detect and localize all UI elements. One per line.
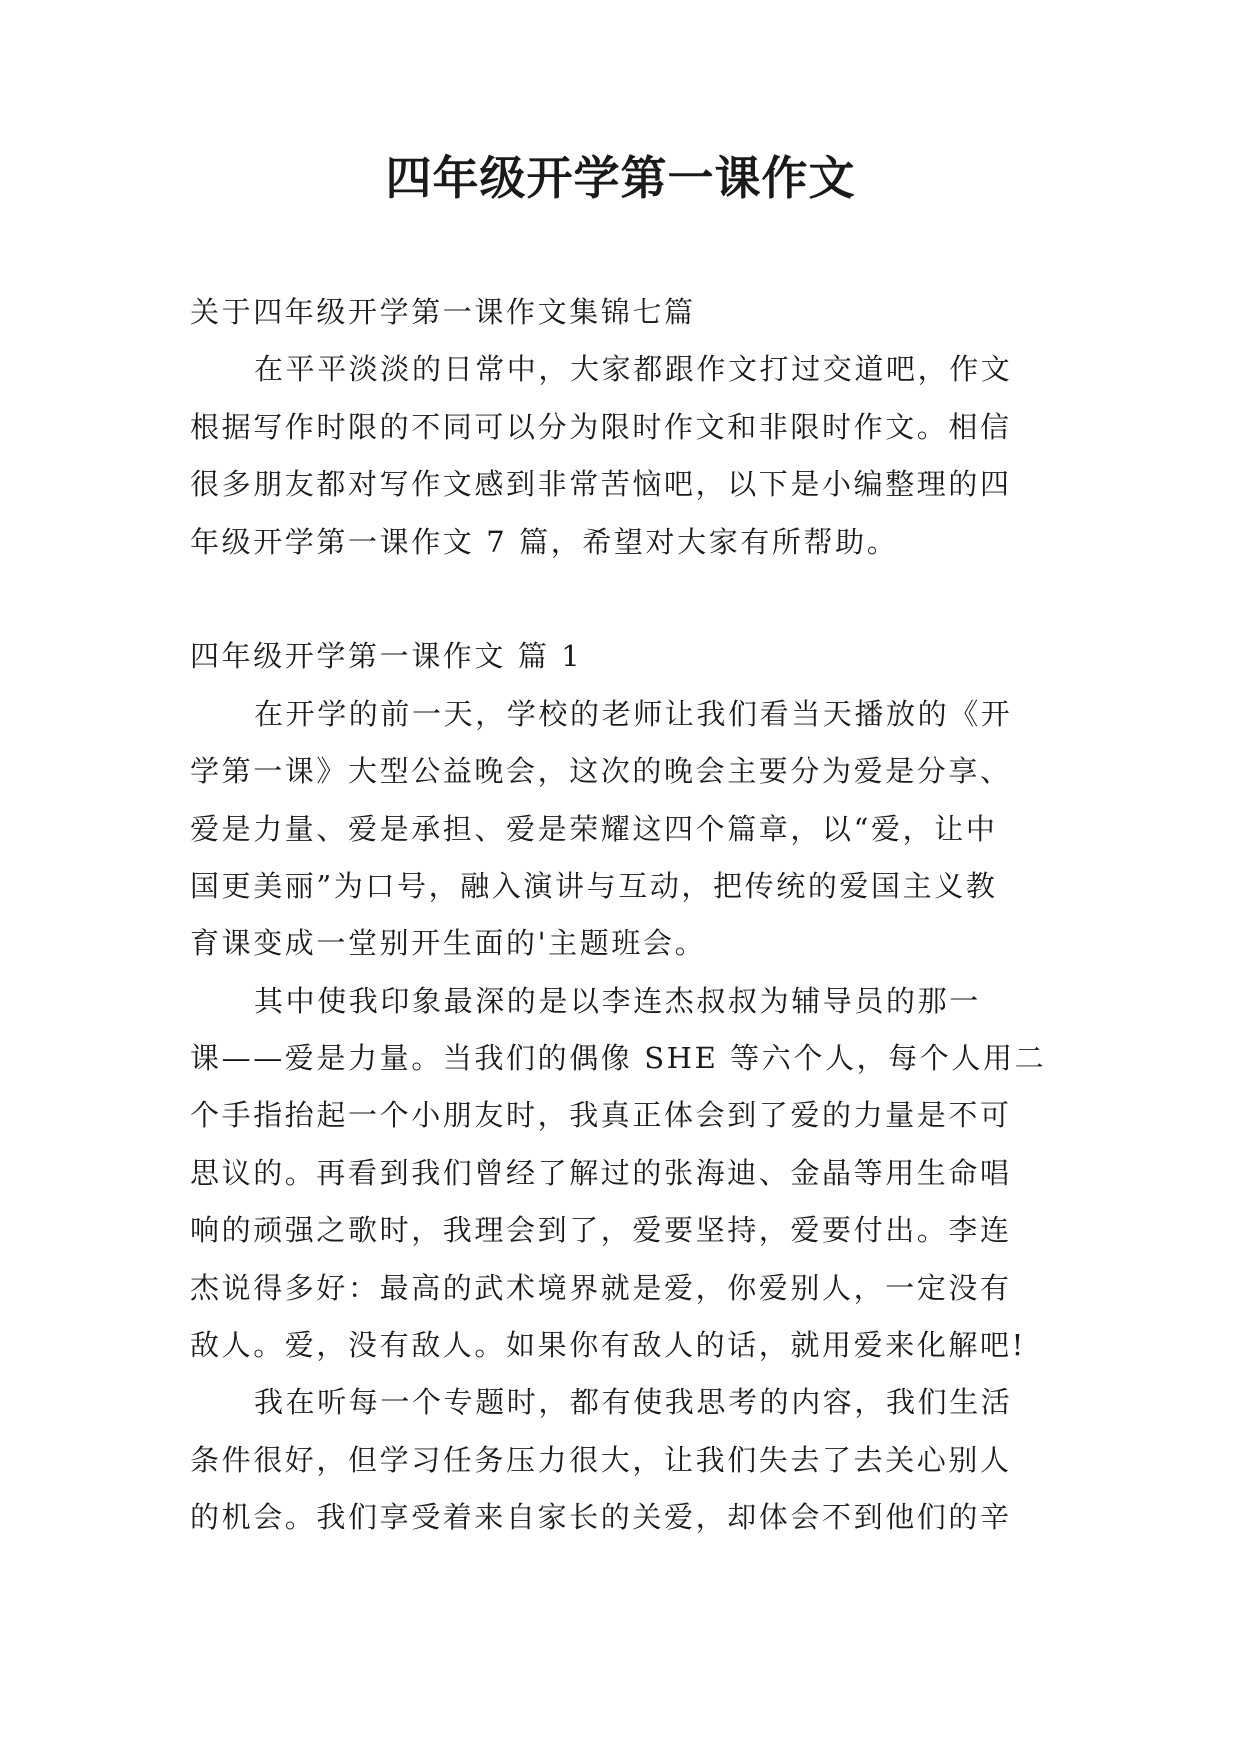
text-line: 的机会。我们享受着来自家长的关爱，却体会不到他们的辛 [190, 1500, 1012, 1535]
text-line: 杰说得多好：最高的武术境界就是爱，你爱别人，一定没有 [190, 1270, 1012, 1305]
text-line: 国更美丽”为口号，融入演讲与互动，把传统的爱国主义教 [190, 868, 998, 903]
text-line: 个手指抬起一个小朋友时，我真正体会到了爱的力量是不可 [190, 1098, 1012, 1133]
document-title: 四年级开学第一课作文 [385, 151, 856, 205]
body-paragraph-1 [190, 686, 1050, 973]
text-line: 敌人。爱，没有敌人。如果你有敌人的话，就用爱来化解吧! [190, 1328, 1026, 1363]
text-line: 在开学的前一天，学校的老师让我们看当天播放的《开 [254, 696, 1013, 731]
text-line: 我在听每一个专题时，都有使我思考的内容，我们生活 [254, 1385, 1013, 1420]
text-line: 根据写作时限的不同可以分为限时作文和非限时作文。相信 [190, 409, 1012, 444]
paragraph-spacer [190, 571, 1050, 628]
body-paragraph-2 [190, 973, 1050, 1375]
section-heading: 四年级开学第一课作文 篇 1 [190, 639, 583, 674]
text-line: 爱是力量、爱是承担、爱是荣耀这四个篇章，以“爱，让中 [190, 811, 998, 846]
text-line: 条件很好，但学习任务压力很大，让我们失去了去关心别人 [190, 1442, 1012, 1477]
text-line: 响的顽强之歌时，我理会到了，爱要坚持，爱要付出。李连 [190, 1213, 1012, 1248]
text-line: 其中使我印象最深的是以李连杰叔叔为辅导员的那一 [254, 983, 981, 1018]
text-line: 思议的。再看到我们曾经了解过的张海迪、金晶等用生命唱 [190, 1155, 1012, 1190]
text-line: 学第一课》大型公益晚会，这次的晚会主要分为爱是分享、 [190, 754, 1012, 789]
text-line: 年级开学第一课作文 7 篇，希望对大家有所帮助。 [190, 524, 899, 559]
document-subtitle: 关于四年级开学第一课作文集锦七篇 [190, 295, 696, 329]
text-line: 育课变成一堂别开生面的'主题班会。 [190, 926, 707, 961]
text-line: 课——爱是力量。当我们的偶像 SHE 等六个人，每个人用二 [190, 1041, 1047, 1076]
text-line: 在平平淡淡的日常中，大家都跟作文打过交道吧，作文 [254, 352, 1013, 387]
body-paragraph-3 [190, 1374, 1050, 1546]
text-line: 很多朋友都对写作文感到非常苦恼吧，以下是小编整理的四 [190, 467, 1012, 502]
intro-paragraph [190, 341, 1050, 571]
document-body [190, 284, 1050, 1547]
